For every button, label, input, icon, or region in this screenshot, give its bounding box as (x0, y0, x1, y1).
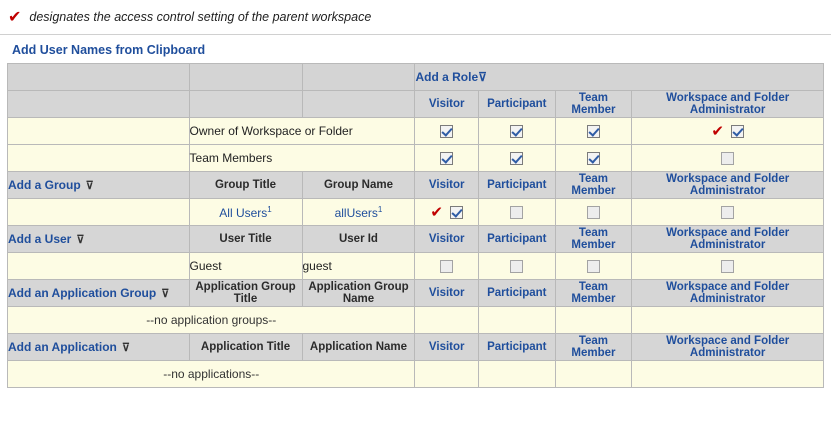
group-title-link[interactable] (219, 206, 267, 220)
app-column-header-admin: Workspace and Folder Administrator (632, 334, 824, 361)
user-team-member-cell (555, 253, 632, 280)
appgroup-column-header-admin: Workspace and Folder Administrator (632, 280, 824, 307)
user-participant-checkbox[interactable] (510, 260, 523, 273)
team-visitor-cell (415, 145, 479, 172)
team-visitor-checkbox[interactable] (440, 152, 453, 165)
add-a-group-label: Add a Group (8, 178, 81, 192)
group-section-header-row (8, 172, 824, 199)
filter-funnel-icon[interactable]: ⊽ (478, 70, 487, 84)
app-title-column-header: Application Title (189, 334, 302, 361)
user-id-column-header: User Id (302, 226, 415, 253)
role-col-spacer-2 (189, 91, 302, 118)
appgroup-empty-admin-cell (632, 307, 824, 334)
user-row-title-cell: Guest (189, 253, 302, 280)
group-visitor-parent-check-icon: ✔ (430, 202, 443, 221)
group-visitor-cell (415, 199, 479, 226)
user-row-spacer (8, 253, 190, 280)
column-header-admin: Workspace and Folder Administrator (632, 91, 824, 118)
group-visitor-checkbox[interactable] (450, 206, 463, 219)
column-header-team-member: Team Member (555, 91, 632, 118)
user-column-header-visitor: Visitor (415, 226, 479, 253)
app-column-header-participant: Participant (478, 334, 555, 361)
group-column-header-participant: Participant (478, 172, 555, 199)
app-empty-text: --no applications-- (8, 361, 415, 388)
user-row-id-cell: guest (302, 253, 415, 280)
app-filter-funnel-icon[interactable]: ⊽ (121, 342, 130, 354)
user-column-header-admin: Workspace and Folder Administrator (632, 226, 824, 253)
user-admin-checkbox[interactable] (721, 260, 734, 273)
app-empty-participant-cell (478, 361, 555, 388)
user-section-header-row (8, 226, 824, 253)
team-participant-cell (478, 145, 555, 172)
group-column-header-visitor: Visitor (415, 172, 479, 199)
add-an-application-group-header[interactable] (8, 280, 190, 307)
team-admin-cell (632, 145, 824, 172)
owner-visitor-cell (415, 118, 479, 145)
appgroup-empty-team-member-cell (555, 307, 632, 334)
app-column-header-team-member: Team Member (555, 334, 632, 361)
appgroup-empty-text: --no application groups-- (8, 307, 415, 334)
add-an-application-group-label: Add an Application Group (8, 286, 157, 300)
group-title-footnote: 1 (267, 204, 272, 214)
user-participant-cell (478, 253, 555, 280)
group-title-column-header: Group Title (189, 172, 302, 199)
group-name-footnote: 1 (377, 204, 383, 214)
column-header-participant: Participant (478, 91, 555, 118)
user-title-column-header: User Title (189, 226, 302, 253)
group-participant-checkbox[interactable] (510, 206, 523, 219)
team-admin-checkbox[interactable] (721, 152, 734, 165)
user-column-header-participant: Participant (478, 226, 555, 253)
user-visitor-cell (415, 253, 479, 280)
group-column-header-team-member: Team Member (555, 172, 632, 199)
group-row-title-cell (189, 199, 302, 226)
access-control-table (7, 63, 824, 388)
owner-team-member-cell (555, 118, 632, 145)
parent-setting-check-icon: ✔ (8, 7, 22, 26)
role-header-spacer-3 (302, 64, 415, 91)
team-participant-checkbox[interactable] (510, 152, 523, 165)
user-filter-funnel-icon[interactable]: ⊽ (76, 234, 85, 246)
app-empty-admin-cell (632, 361, 824, 388)
add-user-names-from-clipboard-link[interactable]: Add User Names from Clipboard (12, 43, 206, 57)
team-row-label: Team Members (189, 145, 415, 172)
table-row-group-all-users (8, 199, 824, 226)
appgroup-title-column-header: Application Group Title (189, 280, 302, 307)
add-a-role-header[interactable] (415, 64, 824, 91)
group-participant-cell (478, 199, 555, 226)
owner-visitor-checkbox[interactable] (440, 125, 453, 138)
team-team-member-cell (555, 145, 632, 172)
appgroup-empty-row (8, 307, 824, 334)
appgroup-empty-participant-cell (478, 307, 555, 334)
team-row-spacer (8, 145, 190, 172)
add-a-role-label: Add a Role (415, 70, 479, 84)
group-name-link[interactable] (335, 206, 378, 220)
table-row-team-members (8, 145, 824, 172)
add-a-group-header[interactable] (8, 172, 190, 199)
team-team-member-checkbox[interactable] (587, 152, 600, 165)
appgroup-empty-visitor-cell (415, 307, 479, 334)
group-team-member-cell (555, 199, 632, 226)
owner-participant-cell (478, 118, 555, 145)
app-empty-row (8, 361, 824, 388)
user-visitor-checkbox[interactable] (440, 260, 453, 273)
app-section-header-row (8, 334, 824, 361)
app-name-column-header: Application Name (302, 334, 415, 361)
column-header-visitor: Visitor (415, 91, 479, 118)
appgroup-name-column-header: Application Group Name (302, 280, 415, 307)
user-column-header-team-member: Team Member (555, 226, 632, 253)
owner-row-spacer (8, 118, 190, 145)
role-header-row (8, 64, 824, 91)
add-a-user-header[interactable] (8, 226, 190, 253)
group-name-text: allUsers (334, 205, 378, 220)
app-column-header-visitor: Visitor (415, 334, 479, 361)
owner-participant-checkbox[interactable] (510, 125, 523, 138)
app-empty-team-member-cell (555, 361, 632, 388)
legend (0, 0, 831, 32)
appgroup-column-header-visitor: Visitor (415, 280, 479, 307)
add-an-application-header[interactable] (8, 334, 190, 361)
user-admin-cell (632, 253, 824, 280)
user-team-member-checkbox[interactable] (587, 260, 600, 273)
role-col-spacer-1 (8, 91, 190, 118)
group-row-spacer (8, 199, 190, 226)
appgroup-section-header-row (8, 280, 824, 307)
appgroup-column-header-team-member: Team Member (555, 280, 632, 307)
owner-admin-checkbox[interactable] (731, 125, 744, 138)
owner-admin-parent-check-icon: ✔ (711, 121, 724, 140)
group-column-header-admin: Workspace and Folder Administrator (632, 172, 824, 199)
app-empty-visitor-cell (415, 361, 479, 388)
table-row-user-guest (8, 253, 824, 280)
role-col-spacer-3 (302, 91, 415, 118)
owner-team-member-checkbox[interactable] (587, 125, 600, 138)
role-header-spacer-2 (189, 64, 302, 91)
appgroup-column-header-participant: Participant (478, 280, 555, 307)
add-a-user-label: Add a User (8, 232, 72, 246)
group-name-column-header: Group Name (302, 172, 415, 199)
group-admin-cell (632, 199, 824, 226)
appgroup-filter-funnel-icon[interactable]: ⊽ (161, 288, 170, 300)
group-team-member-checkbox[interactable] (587, 206, 600, 219)
group-row-name-cell (302, 199, 415, 226)
table-row-owner (8, 118, 824, 145)
owner-row-label: Owner of Workspace or Folder (189, 118, 415, 145)
role-header-spacer-1 (8, 64, 190, 91)
owner-admin-cell (632, 118, 824, 145)
group-title-text: All Users (219, 205, 268, 220)
role-column-titles-row (8, 91, 824, 118)
legend-text: designates the access control setting of the parent workspace (29, 10, 372, 24)
group-filter-funnel-icon[interactable]: ⊽ (85, 180, 94, 192)
add-an-application-label: Add an Application (8, 340, 117, 354)
group-admin-checkbox[interactable] (721, 206, 734, 219)
